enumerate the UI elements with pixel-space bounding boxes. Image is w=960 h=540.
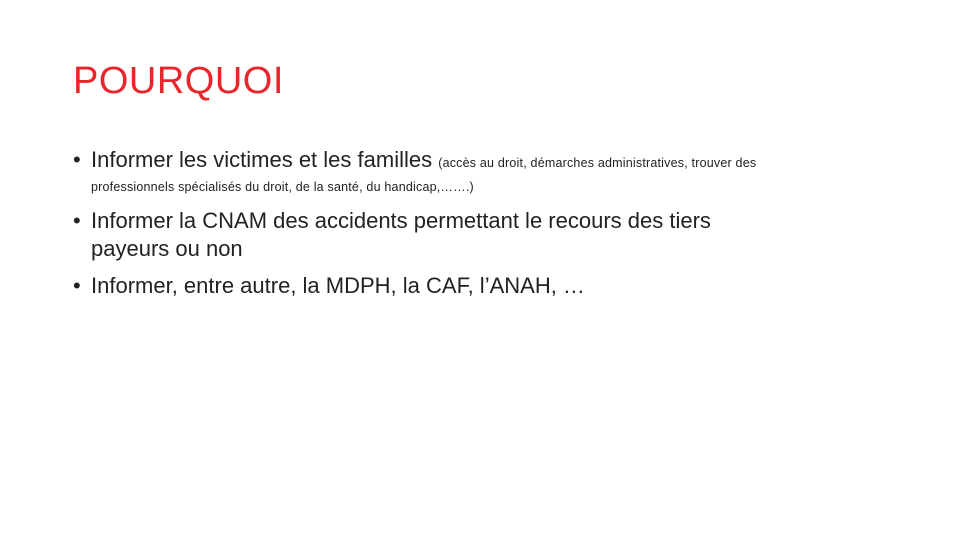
- bullet-main-text: Informer les victimes et les familles: [91, 147, 433, 172]
- bullet-dot-icon: •: [73, 273, 81, 298]
- slide-title: POURQUOI: [73, 60, 284, 102]
- bullet-item: [73, 272, 913, 300]
- bullet-detail-text-continued: professionnels spécialisés du droit, de la santé, du handicap,…….): [91, 180, 474, 194]
- bullet-dot-icon: •: [73, 147, 81, 172]
- bullet-dot-icon: •: [73, 208, 81, 233]
- bullet-text-line: Informer la CNAM des accidents permettant le recours des tiers: [91, 208, 711, 233]
- bullet-list: [73, 146, 913, 300]
- bullet-text-line: payeurs ou non: [91, 236, 243, 261]
- bullet-detail-text: (accès au droit, démarches administratives, trouver des: [438, 156, 757, 170]
- bullet-item: [73, 207, 913, 263]
- bullet-item: [73, 146, 913, 197]
- bullet-text: Informer, entre autre, la MDPH, la CAF, l’ANAH, …: [91, 273, 585, 298]
